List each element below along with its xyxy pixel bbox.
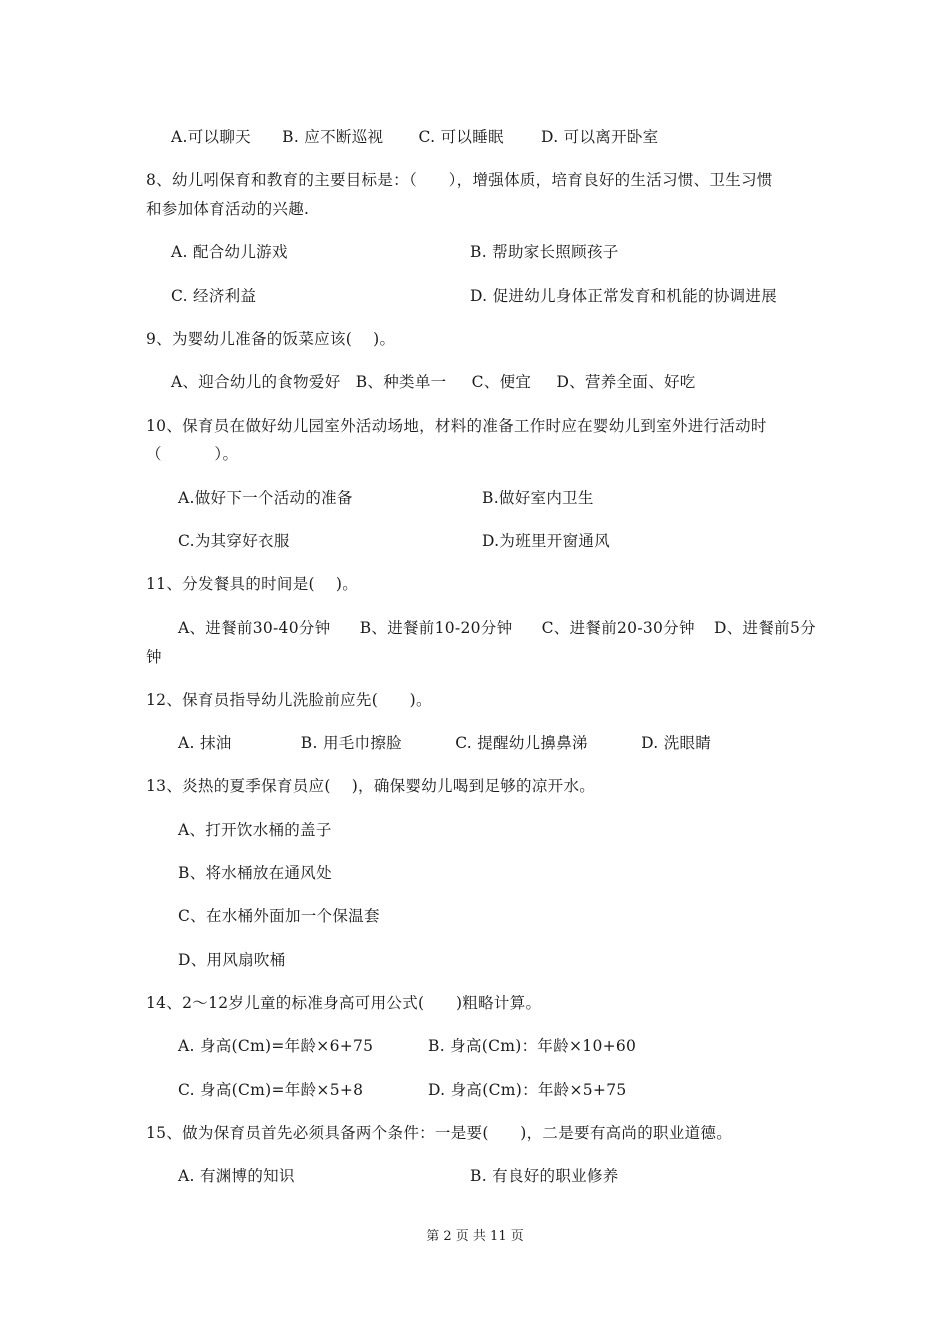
q12-option-d: D. 洗眼睛	[641, 734, 712, 752]
q9-option-a: A、迎合幼儿的食物爱好	[171, 373, 341, 391]
q14-option-c: C. 身高(Cm)=年龄×5+8	[178, 1081, 364, 1099]
q9-options-row	[171, 372, 696, 392]
q8-option-c: C. 经济利益	[171, 287, 257, 305]
q14-option-d: D. 身高(Cm)：年龄×5+75	[428, 1081, 627, 1099]
q10-option-c: C.为其穿好衣服	[178, 532, 290, 550]
q10-stem-line2: （ ）。	[146, 445, 239, 463]
q10-stem-line1: 10、保育员在做好幼儿园室外活动场地，材料的准备工作时应在婴幼儿到室外进行活动时	[146, 417, 767, 435]
q9-option-d: D、营养全面、好吃	[556, 373, 696, 391]
q13-option-d: D、用风扇吹桶	[178, 951, 286, 969]
q12-options-row	[178, 733, 711, 753]
q11-option-d-wrap: 钟	[146, 648, 162, 666]
q14-stem: 14、2～12岁儿童的标准身高可用公式( )粗略计算。	[146, 994, 542, 1012]
q15-stem: 15、做为保育员首先必须具备两个条件：一是要( )，二是要有高尚的职业道德。	[146, 1124, 733, 1142]
q8-option-a: A. 配合幼儿游戏	[171, 243, 288, 261]
q7-option-d: D. 可以离开卧室	[541, 128, 659, 146]
q9-option-b: B、种类单一	[355, 373, 447, 391]
q7-option-c: C. 可以睡眠	[418, 128, 504, 146]
q10-option-d: D.为班里开窗通风	[482, 532, 611, 550]
q15-option-a: A. 有渊博的知识	[178, 1167, 295, 1185]
q8-stem-line1: 8、幼儿吲保育和教育的主要目标是：（ ），增强体质，培育良好的生活习惯、卫生习惯	[146, 171, 773, 189]
q7-option-a: A.可以聊天	[171, 128, 251, 146]
q11-option-d: D、进餐前5分	[714, 619, 816, 637]
q8-stem-line2: 和参加体育活动的兴趣.	[146, 200, 310, 218]
q12-stem: 12、保育员指导幼儿洗脸前应先( )。	[146, 691, 432, 709]
q9-stem: 9、为婴幼儿准备的饭菜应该( )。	[146, 330, 396, 348]
q11-option-b: B、进餐前10-20分钟	[359, 619, 513, 637]
q10-option-a: A.做好下一个活动的准备	[178, 489, 353, 507]
q10-option-b: B.做好室内卫生	[482, 489, 594, 507]
q11-option-a: A、进餐前30-40分钟	[178, 619, 331, 637]
q11-options-row	[178, 618, 816, 638]
q11-option-c: C、进餐前20-30分钟	[541, 619, 695, 637]
q11-stem: 11、分发餐具的时间是( )。	[146, 575, 359, 593]
q13-option-a: A、打开饮水桶的盖子	[178, 821, 332, 839]
q8-option-d: D. 促进幼儿身体正常发育和机能的协调进展	[470, 287, 778, 305]
page-number-footer: 第 2 页 共 11 页	[426, 1229, 524, 1244]
q13-stem: 13、炎热的夏季保育员应( )，确保婴幼儿喝到足够的凉开水。	[146, 777, 596, 795]
q7-options-row	[171, 127, 658, 147]
q9-option-c: C、便宜	[471, 373, 532, 391]
q13-option-c: C、在水桶外面加一个保温套	[178, 907, 380, 925]
q7-option-b: B. 应不断巡视	[282, 128, 384, 146]
q8-option-b: B. 帮助家长照顾孩子	[470, 243, 619, 261]
q12-option-c: C. 提醒幼儿擤鼻涕	[455, 734, 588, 752]
q12-option-a: A. 抹油	[178, 734, 232, 752]
q15-option-b: B. 有良好的职业修养	[470, 1167, 619, 1185]
q12-option-b: B. 用毛巾擦脸	[300, 734, 402, 752]
q14-option-a: A. 身高(Cm)=年龄×6+75	[178, 1037, 374, 1055]
q13-option-b: B、将水桶放在通风处	[178, 864, 332, 882]
q14-option-b: B. 身高(Cm)：年龄×10+60	[428, 1037, 637, 1055]
